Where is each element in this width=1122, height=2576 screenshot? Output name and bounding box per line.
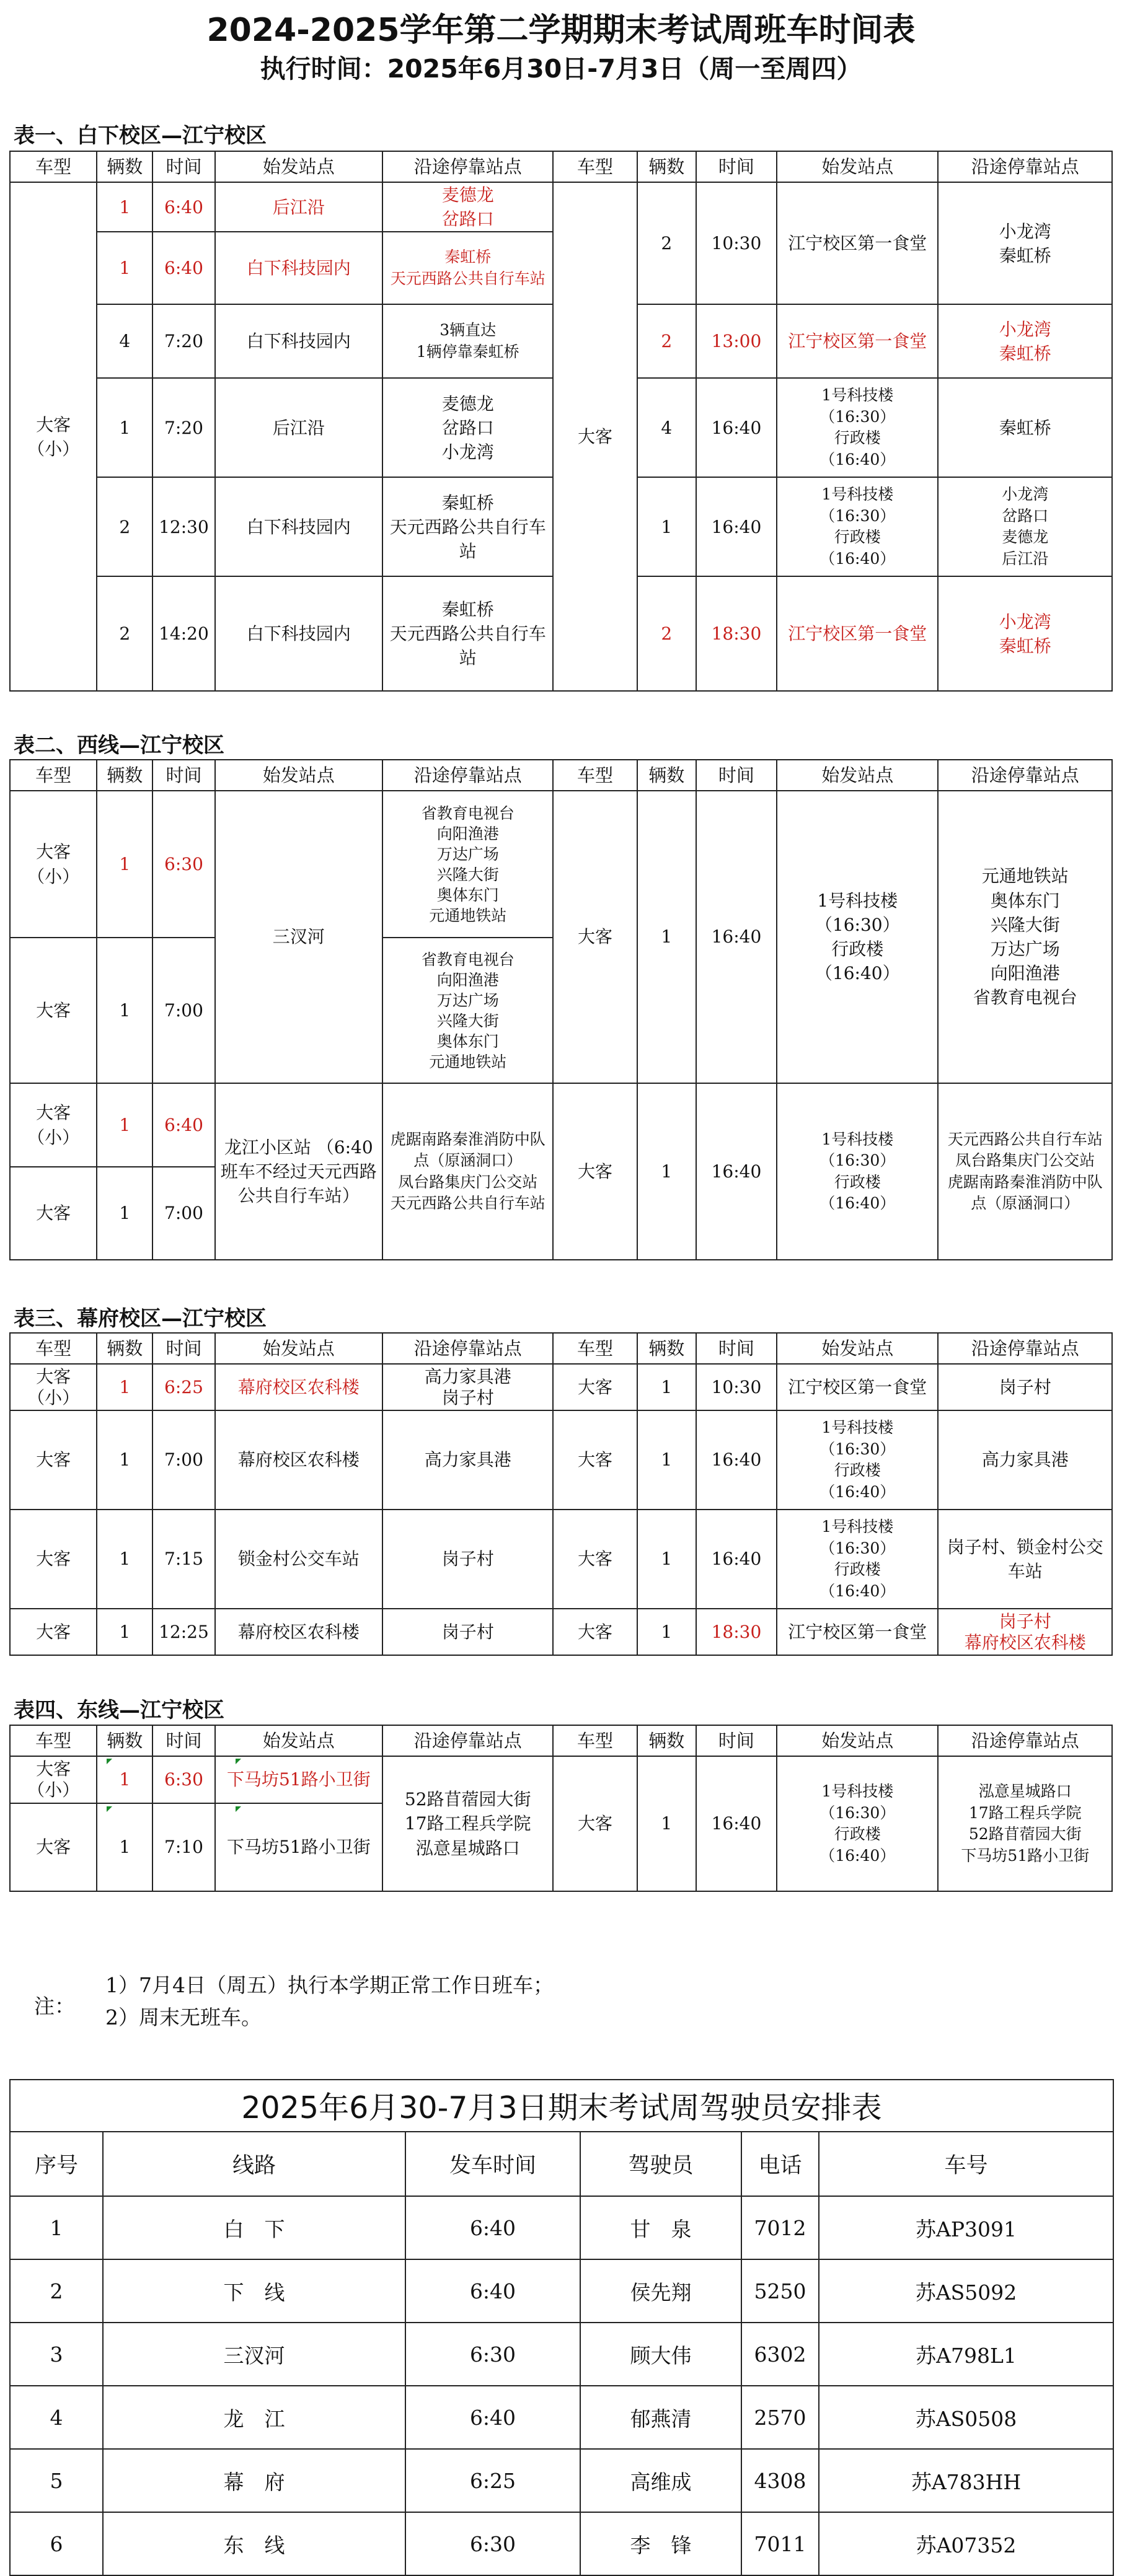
cell-marker-icon bbox=[236, 1806, 241, 1812]
origin-stop: 幕府校区农科楼 bbox=[215, 1609, 382, 1655]
depart-time: 16:40 bbox=[696, 791, 777, 1083]
header-cell: 发车时间 bbox=[405, 2132, 580, 2196]
table-row bbox=[10, 2449, 1113, 2512]
origin-stop: 江宁校区第一食堂 bbox=[777, 1364, 938, 1410]
header-cell: 时间 bbox=[152, 760, 214, 791]
bus-type: 大客 bbox=[10, 1410, 97, 1510]
phone-cell: 2570 bbox=[741, 2386, 819, 2449]
bus-type: 大客 bbox=[10, 1167, 97, 1260]
header-cell: 序号 bbox=[10, 2132, 103, 2196]
header-cell: 沿途停靠站点 bbox=[382, 1725, 553, 1756]
header-cell: 车型 bbox=[10, 151, 97, 182]
route-cell: 幕 府 bbox=[103, 2449, 405, 2512]
header-cell: 时间 bbox=[696, 1333, 777, 1364]
depart-time: 16:40 bbox=[696, 1410, 777, 1510]
table1-title: 表一、白下校区—江宁校区 bbox=[14, 123, 267, 148]
header-cell: 辆数 bbox=[97, 1333, 152, 1364]
depart-time: 16:40 bbox=[696, 1756, 777, 1891]
depart-time: 7:10 bbox=[152, 1803, 214, 1891]
table2 bbox=[9, 759, 1113, 1260]
via-stops: 秦虹桥 天元西路公共自行车站 bbox=[382, 477, 553, 576]
bus-count: 2 bbox=[637, 576, 696, 691]
header-cell: 车型 bbox=[553, 1333, 637, 1364]
origin-stop: 江宁校区第一食堂 bbox=[777, 304, 938, 378]
header-cell: 时间 bbox=[152, 1725, 214, 1756]
origin-stop: 白下科技园内 bbox=[215, 477, 382, 576]
bus-count: 1 bbox=[97, 1510, 152, 1609]
bus-count: 1 bbox=[97, 1410, 152, 1510]
via-stops: 小龙湾 秦虹桥 bbox=[938, 182, 1112, 304]
header-cell: 驾驶员 bbox=[580, 2132, 741, 2196]
time-cell: 6:25 bbox=[405, 2449, 580, 2512]
via-stops: 岗子村、锁金村公交车站 bbox=[938, 1510, 1112, 1609]
header-cell: 车型 bbox=[553, 1725, 637, 1756]
header-cell: 始发站点 bbox=[777, 760, 938, 791]
via-stops: 省教育电视台 向阳渔港 万达广场 兴隆大街 奥体东门 元通地铁站 bbox=[382, 791, 553, 938]
via-stops: 岗子村 bbox=[938, 1364, 1112, 1410]
page-subtitle: 执行时间：2025年6月30日-7月3日（周一至周四） bbox=[260, 54, 862, 84]
depart-time: 6:40 bbox=[152, 1083, 214, 1167]
via-stops: 秦虹桥 天元西路公共自行车站 bbox=[382, 232, 553, 304]
origin-stop: 江宁校区第一食堂 bbox=[777, 1609, 938, 1655]
bus-type: 大客 （小） bbox=[10, 182, 97, 691]
header-cell: 电话 bbox=[741, 2132, 819, 2196]
origin-stop: 1号科技楼 （16:30） 行政楼 （16:40） bbox=[777, 1510, 938, 1609]
via-stops: 麦德龙 岔路口 小龙湾 bbox=[382, 378, 553, 477]
table-row bbox=[10, 2512, 1113, 2575]
phone-cell: 4308 bbox=[741, 2449, 819, 2512]
header-cell: 沿途停靠站点 bbox=[938, 151, 1112, 182]
origin-stop: 1号科技楼 （16:30） 行政楼 （16:40） bbox=[777, 378, 938, 477]
driver-cell: 李 锋 bbox=[580, 2512, 741, 2575]
bus-count: 1 bbox=[97, 1756, 152, 1803]
bus-type: 大客 bbox=[10, 1609, 97, 1655]
via-stops: 泓意星城路口 17路工程兵学院 52路苜蓿园大街 下马坊51路小卫街 bbox=[938, 1756, 1112, 1891]
header-cell: 辆数 bbox=[97, 1725, 152, 1756]
bus-count: 1 bbox=[637, 1364, 696, 1410]
origin-stop: 幕府校区农科楼 bbox=[215, 1410, 382, 1510]
origin-stop: 后江沿 bbox=[215, 378, 382, 477]
header-cell: 始发站点 bbox=[215, 1333, 382, 1364]
header-cell: 车型 bbox=[553, 760, 637, 791]
header-cell: 线路 bbox=[103, 2132, 405, 2196]
route-cell: 下 线 bbox=[103, 2259, 405, 2323]
bus-type: 大客 bbox=[553, 1364, 637, 1410]
bus-count: 1 bbox=[637, 791, 696, 1083]
phone-cell: 7012 bbox=[741, 2196, 819, 2259]
depart-time: 10:30 bbox=[696, 182, 777, 304]
page-title: 2024-2025学年第二学期期末考试周班车时间表 bbox=[206, 12, 916, 49]
driver-cell: 甘 泉 bbox=[580, 2196, 741, 2259]
header-cell: 沿途停靠站点 bbox=[382, 1333, 553, 1364]
depart-time: 16:40 bbox=[696, 378, 777, 477]
depart-time: 16:40 bbox=[696, 1510, 777, 1609]
bus-count: 1 bbox=[97, 938, 152, 1083]
note-line: 1）7月4日（周五）执行本学期正常工作日班车； bbox=[105, 1973, 554, 1997]
driver-table bbox=[9, 2079, 1114, 2576]
time-cell: 6:30 bbox=[405, 2323, 580, 2386]
origin-stop: 白下科技园内 bbox=[215, 304, 382, 378]
table3-title: 表三、幕府校区—江宁校区 bbox=[14, 1306, 267, 1331]
bus-count: 1 bbox=[637, 1410, 696, 1510]
cell-marker-icon bbox=[236, 1759, 241, 1764]
bus-type: 大客 （小） bbox=[10, 1364, 97, 1410]
table2-title: 表二、西线—江宁校区 bbox=[14, 733, 224, 758]
origin-stop: 幕府校区农科楼 bbox=[215, 1364, 382, 1410]
depart-time: 7:00 bbox=[152, 938, 214, 1083]
bus-count: 1 bbox=[97, 1609, 152, 1655]
time-cell: 6:40 bbox=[405, 2196, 580, 2259]
row-index: 5 bbox=[10, 2449, 103, 2512]
header-cell: 车型 bbox=[553, 151, 637, 182]
via-stops: 省教育电视台 向阳渔港 万达广场 兴隆大街 奥体东门 元通地铁站 bbox=[382, 938, 553, 1083]
origin-stop: 白下科技园内 bbox=[215, 576, 382, 691]
header-cell: 时间 bbox=[696, 151, 777, 182]
via-stops: 52路苜蓿园大街 17路工程兵学院 泓意星城路口 bbox=[382, 1756, 553, 1891]
via-stops: 天元西路公共自行车站 凤台路集庆门公交站 虎踞南路秦淮消防中队点（原涵洞口） bbox=[938, 1083, 1112, 1260]
depart-time: 12:30 bbox=[152, 477, 214, 576]
table-row bbox=[10, 2386, 1113, 2449]
depart-time: 7:15 bbox=[152, 1510, 214, 1609]
origin-stop: 下马坊51路小卫街 bbox=[215, 1756, 382, 1803]
header-cell: 时间 bbox=[696, 760, 777, 791]
bus-type: 大客 bbox=[553, 182, 637, 691]
bus-count: 4 bbox=[637, 378, 696, 477]
route-cell: 三汊河 bbox=[103, 2323, 405, 2386]
time-cell: 6:40 bbox=[405, 2259, 580, 2323]
via-stops: 高力家具港 岗子村 bbox=[382, 1364, 553, 1410]
via-stops: 岗子村 bbox=[382, 1510, 553, 1609]
origin-stop: 江宁校区第一食堂 bbox=[777, 576, 938, 691]
header-cell: 时间 bbox=[696, 1725, 777, 1756]
origin-stop: 1号科技楼 （16:30） 行政楼 （16:40） bbox=[777, 791, 938, 1083]
header-cell: 始发站点 bbox=[215, 151, 382, 182]
bus-type: 大客 bbox=[553, 1756, 637, 1891]
depart-time: 6:30 bbox=[152, 1756, 214, 1803]
plate-cell: 苏AP3091 bbox=[819, 2196, 1113, 2259]
row-index: 3 bbox=[10, 2323, 103, 2386]
cell-marker-icon bbox=[107, 1759, 112, 1764]
plate-cell: 苏A783HH bbox=[819, 2449, 1113, 2512]
depart-time: 7:00 bbox=[152, 1167, 214, 1260]
bus-count: 4 bbox=[97, 304, 152, 378]
bus-count: 2 bbox=[637, 182, 696, 304]
depart-time: 14:20 bbox=[152, 576, 214, 691]
depart-time: 10:30 bbox=[696, 1364, 777, 1410]
bus-count: 1 bbox=[97, 378, 152, 477]
bus-count: 2 bbox=[637, 304, 696, 378]
via-stops: 高力家具港 bbox=[382, 1410, 553, 1510]
bus-count: 2 bbox=[97, 576, 152, 691]
header-cell: 时间 bbox=[152, 1333, 214, 1364]
depart-time: 6:25 bbox=[152, 1364, 214, 1410]
depart-time: 13:00 bbox=[696, 304, 777, 378]
row-index: 1 bbox=[10, 2196, 103, 2259]
via-stops: 小龙湾 秦虹桥 bbox=[938, 304, 1112, 378]
route-cell: 东 线 bbox=[103, 2512, 405, 2575]
origin-stop: 后江沿 bbox=[215, 182, 382, 232]
header-cell: 始发站点 bbox=[777, 1725, 938, 1756]
header-cell: 始发站点 bbox=[777, 1333, 938, 1364]
origin-stop: 江宁校区第一食堂 bbox=[777, 182, 938, 304]
table4 bbox=[9, 1725, 1113, 1892]
bus-count: 2 bbox=[97, 477, 152, 576]
header-cell: 辆数 bbox=[97, 151, 152, 182]
via-stops: 小龙湾 岔路口 麦德龙 后江沿 bbox=[938, 477, 1112, 576]
phone-cell: 7011 bbox=[741, 2512, 819, 2575]
depart-time: 6:40 bbox=[152, 232, 214, 304]
notes-label: 注： bbox=[34, 1994, 75, 2018]
time-cell: 6:40 bbox=[405, 2386, 580, 2449]
via-stops: 元通地铁站 奥体东门 兴隆大街 万达广场 向阳渔港 省教育电视台 bbox=[938, 791, 1112, 1083]
phone-cell: 6302 bbox=[741, 2323, 819, 2386]
via-stops: 秦虹桥 天元西路公共自行车站 bbox=[382, 576, 553, 691]
origin-stop: 1号科技楼 （16:30） 行政楼 （16:40） bbox=[777, 477, 938, 576]
header-cell: 车号 bbox=[819, 2132, 1113, 2196]
origin-stop: 白下科技园内 bbox=[215, 232, 382, 304]
header-cell: 始发站点 bbox=[777, 151, 938, 182]
bus-type: 大客 bbox=[10, 1510, 97, 1609]
bus-type: 大客 （小） bbox=[10, 1756, 97, 1803]
bus-count: 1 bbox=[637, 1609, 696, 1655]
bus-count: 1 bbox=[637, 1756, 696, 1891]
bus-type: 大客 bbox=[553, 1510, 637, 1609]
bus-type: 大客 bbox=[553, 1083, 637, 1260]
driver-cell: 侯先翔 bbox=[580, 2259, 741, 2323]
depart-time: 7:00 bbox=[152, 1410, 214, 1510]
route-cell: 白 下 bbox=[103, 2196, 405, 2259]
bus-count: 1 bbox=[97, 1803, 152, 1891]
header-cell: 始发站点 bbox=[215, 1725, 382, 1756]
via-stops: 3辆直达 1辆停靠秦虹桥 bbox=[382, 304, 553, 378]
origin-stop: 三汊河 bbox=[215, 791, 382, 1083]
table3 bbox=[9, 1332, 1113, 1656]
via-stops: 麦德龙 岔路口 bbox=[382, 182, 553, 232]
bus-count: 1 bbox=[97, 232, 152, 304]
depart-time: 7:20 bbox=[152, 378, 214, 477]
origin-stop: 下马坊51路小卫街 bbox=[215, 1803, 382, 1891]
bus-type: 大客 （小） bbox=[10, 791, 97, 938]
bus-count: 1 bbox=[97, 1083, 152, 1167]
depart-time: 12:25 bbox=[152, 1609, 214, 1655]
header-cell: 辆数 bbox=[97, 760, 152, 791]
header-cell: 辆数 bbox=[637, 1725, 696, 1756]
depart-time: 6:30 bbox=[152, 791, 214, 938]
origin-stop: 锁金村公交车站 bbox=[215, 1510, 382, 1609]
header-cell: 沿途停靠站点 bbox=[382, 151, 553, 182]
phone-cell: 5250 bbox=[741, 2259, 819, 2323]
row-index: 6 bbox=[10, 2512, 103, 2575]
bus-count: 1 bbox=[637, 477, 696, 576]
table-row bbox=[10, 2196, 1113, 2259]
driver-table-title: 2025年6月30-7月3日期末考试周驾驶员安排表 bbox=[10, 2080, 1113, 2132]
origin-stop: 龙江小区站 （6:40班车不经过天元西路公共自行车站） bbox=[215, 1083, 382, 1260]
depart-time: 18:30 bbox=[696, 576, 777, 691]
route-cell: 龙 江 bbox=[103, 2386, 405, 2449]
via-stops: 秦虹桥 bbox=[938, 378, 1112, 477]
plate-cell: 苏A07352 bbox=[819, 2512, 1113, 2575]
header-cell: 沿途停靠站点 bbox=[938, 760, 1112, 791]
bus-count: 1 bbox=[97, 791, 152, 938]
table4-title: 表四、东线—江宁校区 bbox=[14, 1698, 224, 1723]
depart-time: 16:40 bbox=[696, 477, 777, 576]
time-cell: 6:30 bbox=[405, 2512, 580, 2575]
header-cell: 车型 bbox=[10, 760, 97, 791]
bus-type: 大客 bbox=[553, 1410, 637, 1510]
table-row bbox=[10, 2259, 1113, 2323]
table-row bbox=[10, 2323, 1113, 2386]
bus-type: 大客 bbox=[10, 938, 97, 1083]
via-stops: 岗子村 bbox=[382, 1609, 553, 1655]
row-index: 4 bbox=[10, 2386, 103, 2449]
driver-cell: 郁燕清 bbox=[580, 2386, 741, 2449]
bus-type: 大客 （小） bbox=[10, 1083, 97, 1167]
depart-time: 18:30 bbox=[696, 1609, 777, 1655]
origin-stop: 1号科技楼 （16:30） 行政楼 （16:40） bbox=[777, 1410, 938, 1510]
driver-cell: 高维成 bbox=[580, 2449, 741, 2512]
header-cell: 辆数 bbox=[637, 151, 696, 182]
header-cell: 车型 bbox=[10, 1333, 97, 1364]
driver-cell: 顾大伟 bbox=[580, 2323, 741, 2386]
via-stops: 小龙湾 秦虹桥 bbox=[938, 576, 1112, 691]
plate-cell: 苏A798L1 bbox=[819, 2323, 1113, 2386]
bus-count: 1 bbox=[97, 1364, 152, 1410]
bus-type: 大客 bbox=[553, 791, 637, 1083]
header-cell: 沿途停靠站点 bbox=[938, 1333, 1112, 1364]
cell-marker-icon bbox=[107, 1806, 112, 1812]
bus-count: 1 bbox=[97, 1167, 152, 1260]
row-index: 2 bbox=[10, 2259, 103, 2323]
depart-time: 16:40 bbox=[696, 1083, 777, 1260]
plate-cell: 苏AS0508 bbox=[819, 2386, 1113, 2449]
header-cell: 辆数 bbox=[637, 760, 696, 791]
plate-cell: 苏AS5092 bbox=[819, 2259, 1113, 2323]
header-cell: 车型 bbox=[10, 1725, 97, 1756]
header-cell: 辆数 bbox=[637, 1333, 696, 1364]
note-line: 2）周末无班车。 bbox=[105, 2005, 262, 2029]
table1 bbox=[9, 151, 1113, 692]
origin-stop: 1号科技楼 （16:30） 行政楼 （16:40） bbox=[777, 1083, 938, 1260]
origin-stop: 1号科技楼 （16:30） 行政楼 （16:40） bbox=[777, 1756, 938, 1891]
via-stops: 高力家具港 bbox=[938, 1410, 1112, 1510]
bus-count: 1 bbox=[637, 1510, 696, 1609]
header-cell: 时间 bbox=[152, 151, 214, 182]
depart-time: 7:20 bbox=[152, 304, 214, 378]
bus-type: 大客 bbox=[10, 1803, 97, 1891]
header-cell: 始发站点 bbox=[215, 760, 382, 791]
bus-type: 大客 bbox=[553, 1609, 637, 1655]
via-stops: 虎踞南路秦淮消防中队点（原涵洞口） 凤台路集庆门公交站 天元西路公共自行车站 bbox=[382, 1083, 553, 1260]
depart-time: 6:40 bbox=[152, 182, 214, 232]
via-stops: 岗子村 幕府校区农科楼 bbox=[938, 1609, 1112, 1655]
bus-count: 1 bbox=[97, 182, 152, 232]
header-cell: 沿途停靠站点 bbox=[938, 1725, 1112, 1756]
bus-count: 1 bbox=[637, 1083, 696, 1260]
header-cell: 沿途停靠站点 bbox=[382, 760, 553, 791]
